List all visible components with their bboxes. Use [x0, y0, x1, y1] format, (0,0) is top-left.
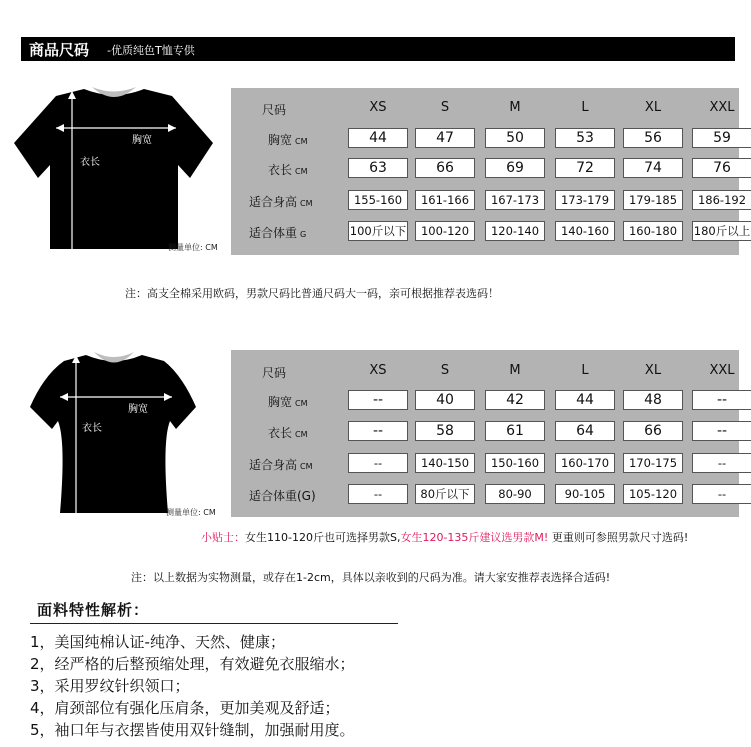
size-cell: 120-140	[485, 221, 545, 241]
tip-part2: 女生120-135斤建议选男款M!	[400, 531, 549, 544]
size-cell: 58	[415, 421, 475, 441]
features-title: 面料特性解析：	[37, 601, 150, 619]
size-cell: 42	[485, 390, 545, 410]
row-label-text: 衣长	[268, 426, 293, 440]
row-label	[268, 424, 308, 441]
row-label-text: 适合体重(G)	[249, 489, 316, 503]
row-label-text: 胸宽	[268, 133, 293, 147]
size-cell: --	[348, 453, 408, 473]
row-label	[268, 131, 308, 148]
size-header: XXL	[709, 100, 735, 115]
size-header: M	[509, 363, 521, 378]
row-unit: CM	[295, 430, 308, 439]
size-header: L	[581, 100, 589, 115]
feature-item: 2，经严格的后整预缩处理，有效避免衣服缩水；	[30, 655, 355, 673]
row-label	[268, 161, 308, 178]
size-header-label: 尺码	[262, 366, 287, 380]
size-cell: 80-90	[485, 484, 545, 504]
row-label	[249, 487, 316, 504]
size-header: XS	[369, 100, 387, 115]
measure-unit: 测量单位: CM	[168, 243, 218, 252]
tip-prefix: 小贴士：	[201, 531, 245, 544]
size-cell: 44	[555, 390, 615, 410]
womens-shirt-diagram	[16, 347, 226, 517]
size-cell: --	[348, 390, 408, 410]
size-cell: --	[348, 484, 408, 504]
size-cell: 161-166	[415, 190, 475, 210]
feature-item: 3，采用罗纹针织领口；	[30, 677, 190, 695]
size-cell: 76	[692, 158, 751, 178]
size-cell: 66	[623, 421, 683, 441]
row-unit: CM	[295, 137, 308, 146]
size-cell: 140-160	[555, 221, 615, 241]
row-unit: CM	[295, 167, 308, 176]
banner-title: 商品尺码	[29, 41, 90, 59]
size-cell: --	[348, 421, 408, 441]
size-cell: 59	[692, 128, 751, 148]
size-header-label: 尺码	[262, 103, 287, 117]
chest-label: 胸宽	[132, 135, 152, 146]
size-cell: 47	[415, 128, 475, 148]
feature-item: 4，肩颈部位有强化压肩条，更加美观及舒适；	[30, 699, 340, 717]
size-cell: 170-175	[623, 453, 683, 473]
tip-part1: 女生110-120斤也可选择男款S,	[245, 531, 401, 544]
size-header: L	[581, 363, 589, 378]
measure-unit: 测量单位: CM	[166, 508, 216, 517]
size-header: XXL	[709, 363, 735, 378]
mens-shirt-diagram	[12, 83, 217, 253]
size-cell: --	[692, 453, 751, 473]
size-cell: 74	[623, 158, 683, 178]
row-label-text: 衣长	[268, 163, 293, 177]
chest-label: 胸宽	[128, 404, 148, 415]
row-unit: CM	[295, 399, 308, 408]
size-cell: 48	[623, 390, 683, 410]
size-cell: 66	[415, 158, 475, 178]
size-header: M	[509, 100, 521, 115]
size-cell: 150-160	[485, 453, 545, 473]
size-cell: 100斤以下	[348, 221, 408, 241]
row-label	[249, 456, 313, 473]
size-cell: 155-160	[348, 190, 408, 210]
row-label-text: 适合身高	[249, 195, 298, 209]
size-header: S	[440, 100, 450, 115]
row-unit: CM	[300, 199, 313, 208]
row-unit: G	[300, 230, 307, 239]
size-cell: 40	[415, 390, 475, 410]
feature-item: 1，美国纯棉认证-纯净、天然、健康；	[30, 633, 285, 651]
size-cell: 63	[348, 158, 408, 178]
note-women: 注：以上数据为实物测量，或存在1-2cm，具体以亲收到的尺码为准。请大家安推荐表选择合适码!	[131, 571, 611, 584]
row-label-text: 胸宽	[268, 395, 293, 409]
size-header: XL	[644, 100, 662, 115]
size-cell: 179-185	[623, 190, 683, 210]
length-label: 衣长	[82, 423, 102, 434]
size-cell: 160-170	[555, 453, 615, 473]
features-divider	[30, 623, 398, 624]
size-cell: 173-179	[555, 190, 615, 210]
size-cell: 56	[623, 128, 683, 148]
size-cell: 90-105	[555, 484, 615, 504]
row-label-text: 适合身高	[249, 458, 298, 472]
length-label: 衣长	[80, 157, 100, 168]
tip-line	[201, 529, 688, 545]
size-header: XL	[644, 363, 662, 378]
size-cell: --	[692, 484, 751, 504]
size-cell: --	[692, 390, 751, 410]
banner-subtitle: -优质纯色T恤专供	[107, 44, 195, 57]
size-cell: 180斤以上	[692, 221, 751, 241]
size-header: XS	[369, 363, 387, 378]
note-men: 注：高支全棉采用欧码，男款尺码比普通尺码大一码，亲可根据推荐表选码！	[125, 287, 499, 300]
size-cell: 80斤以下	[415, 484, 475, 504]
row-unit: CM	[300, 462, 313, 471]
size-cell: 53	[555, 128, 615, 148]
size-cell: --	[692, 421, 751, 441]
size-cell: 64	[555, 421, 615, 441]
size-cell: 44	[348, 128, 408, 148]
row-label	[268, 393, 308, 410]
row-label	[249, 193, 313, 210]
tip-part3: 更重则可参照男款尺寸选码!	[551, 531, 689, 544]
size-cell: 160-180	[623, 221, 683, 241]
size-cell: 72	[555, 158, 615, 178]
size-cell: 69	[485, 158, 545, 178]
size-header: S	[440, 363, 450, 378]
title-banner	[21, 37, 735, 61]
size-cell: 105-120	[623, 484, 683, 504]
size-cell: 167-173	[485, 190, 545, 210]
size-cell: 100-120	[415, 221, 475, 241]
size-cell: 186-192	[692, 190, 751, 210]
size-cell: 61	[485, 421, 545, 441]
row-label	[249, 224, 306, 241]
size-cell: 140-150	[415, 453, 475, 473]
size-cell: 50	[485, 128, 545, 148]
feature-item: 5，袖口年与衣摆皆使用双针缝制，加强耐用度。	[30, 721, 355, 739]
row-label-text: 适合体重	[249, 226, 298, 240]
